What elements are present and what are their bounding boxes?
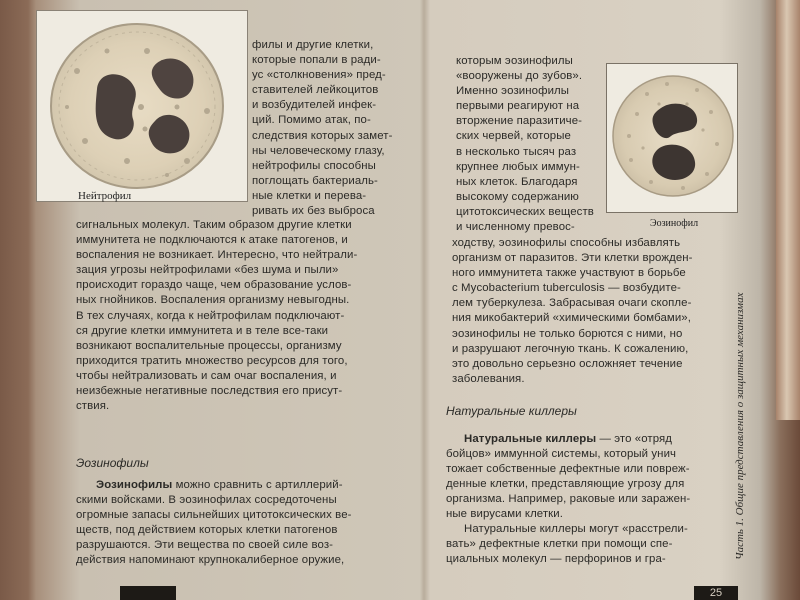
right-main-text [452, 236, 724, 387]
eosinophils-term: Эозинофилы [96, 479, 173, 491]
text-line: происходит гораздо чаще, чем образование услов- [76, 279, 352, 292]
text-line: Именно эозинофилы [456, 85, 570, 98]
text-line: крупнее любых иммун- [456, 160, 580, 173]
running-head-vertical: Часть 1. Общие представления о защитных механизмах [734, 292, 746, 560]
text-line: бойцов» иммунной системы, который унич [446, 448, 677, 461]
text-line: поглощать бактериаль- [252, 174, 378, 187]
right-column-text [456, 54, 604, 235]
text-line: вторжение паразитиче- [456, 115, 583, 128]
natural-killers-paragraph [446, 432, 726, 523]
text-line: огромные запасы сильнейших цитотоксических ве- [76, 509, 352, 522]
text-line: организм от паразитов. Эти клетки врожден- [452, 252, 693, 265]
text-line: зация угрозы нейтрофилами «без шума и пыли» [76, 264, 339, 277]
text-fragment: можно сравнить с артиллерий- [172, 479, 343, 491]
text-line: сигнальных молекул. Таким образом другие клетки [76, 219, 352, 231]
left-main-text [76, 218, 402, 414]
text-line: ных гнойников. Воспаления организму невыгодны. [76, 294, 350, 307]
eosinophil-caption: Эозинофил [650, 218, 699, 229]
eosinophil-illustration [607, 64, 737, 212]
text-line: ных клеток. Благодаря [456, 175, 578, 188]
text-line: которые попали в ради- [252, 54, 381, 67]
text-line: ного иммунитета также участвуют в борьбе [452, 267, 686, 280]
neutrophil-illustration [37, 11, 247, 201]
text-line: эозинофилы не только борются с ними, но [452, 327, 683, 340]
text-line: лем туберкулеза. Забрасывая очаги скопле- [452, 297, 692, 310]
natural-killers-heading: Натуральные киллеры [446, 404, 577, 418]
text-line [76, 478, 402, 493]
text-line: ные клетки и перева- [252, 189, 367, 202]
text-fragment: — это «отряд [596, 433, 673, 445]
text-line: ус «столкновения» пред- [252, 69, 386, 82]
left-page-number-tab [120, 586, 176, 600]
text-line: разрушаются. Эти вещества по своей силе воз- [76, 539, 334, 552]
natural-killers-term: Натуральные киллеры [464, 433, 597, 445]
text-line: филы и другие клетки, [252, 39, 374, 51]
text-line: циальных молекул — перфоринов и гра- [446, 553, 666, 566]
text-line: возникают воспалительные процессы, организму [76, 339, 342, 352]
text-line: ставителей лейкоцитов [252, 84, 379, 97]
text-line: действия напоминают крупнокалиберное оружие, [76, 554, 345, 567]
neutrophil-figure [36, 10, 248, 202]
text-line: заболевания. [452, 372, 525, 385]
text-line: Натуральные киллеры могут «расстрели- [464, 523, 688, 535]
text-line: это довольно серьезно осложняет течение [452, 357, 683, 370]
text-line: неизбежные негативные последствия его присут- [76, 385, 343, 398]
book-cover-edge [776, 0, 800, 420]
text-line: ся другие клетки иммунитета и в теле все-таки [76, 324, 329, 337]
text-line: цитотоксических веществ [456, 205, 594, 218]
text-line: тожает собственные дефектные или повреж- [446, 463, 690, 476]
text-line: ния микобактерий «химическими бомбами», [452, 312, 691, 325]
text-line: вать» дефектные клетки при помощи спе- [446, 538, 673, 551]
text-line: в несколько тысяч раз [456, 145, 577, 158]
text-line: В тех случаях, когда к нейтрофилам подключают- [76, 309, 345, 322]
text-line: и разрушают легочную ткань. К сожалению, [452, 342, 689, 355]
text-line: ные вирусами клетки. [446, 508, 563, 521]
text-line: ходству, эозинофилы способны избавлять [452, 237, 681, 249]
text-line: которым эозинофилы [456, 55, 573, 67]
text-line: скими войсками. В эозинофилах сосредоточены [76, 494, 337, 507]
text-line: ских червей, которые [456, 130, 571, 143]
text-line [446, 432, 726, 447]
text-line: ны человеческому глазу, [252, 144, 385, 157]
text-line: «вооружены до зубов». [456, 70, 583, 83]
natural-killers-paragraph-2 [446, 522, 726, 567]
text-line: иммунитета не подключаются к атаке патогенов, и [76, 234, 348, 247]
text-line: денные клетки, представляющие угрозу для [446, 478, 685, 491]
eosinophil-figure [606, 63, 738, 213]
text-line: ций. Помимо атак, по- [252, 114, 371, 127]
text-line: следствия которых замет- [252, 129, 393, 142]
eosinophils-paragraph [76, 478, 402, 569]
neutrophil-caption: Нейтрофил [78, 190, 132, 202]
eosinophils-heading: Эозинофилы [76, 456, 149, 470]
right-page-number: 25 [694, 586, 738, 600]
text-line: нейтрофилы способны [252, 159, 376, 172]
text-line: приходится тратить множество ресурсов для того, [76, 354, 348, 367]
text-line: ривать их без выброса [252, 205, 375, 218]
text-line: ществ, под действием которых клетки патогенов [76, 524, 338, 537]
text-line: чтобы нейтрализовать и сам очаг воспаления, и [76, 369, 337, 382]
text-line: воспаления не возникает. Интересно, что нейтрали- [76, 249, 358, 262]
text-line: и численному превос- [456, 221, 575, 234]
text-line: с Mycobacterium tuberculosis — возбудите- [452, 282, 681, 295]
text-line: высокому содержанию [456, 190, 579, 203]
text-line: первыми реагируют на [456, 100, 580, 113]
text-line: организма. Например, раковые или заражен- [446, 493, 691, 506]
left-column-text [252, 38, 400, 219]
text-line: ствия. [76, 400, 110, 413]
text-line: и возбудителей инфек- [252, 99, 377, 112]
